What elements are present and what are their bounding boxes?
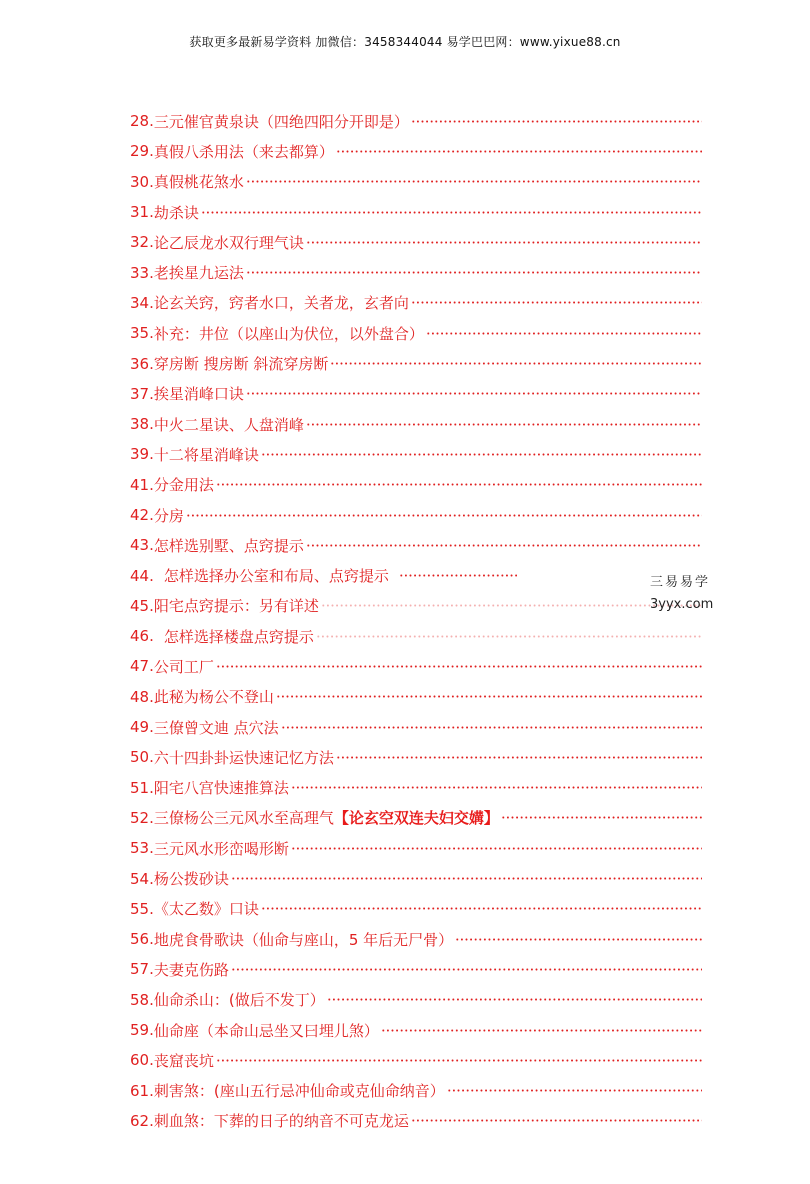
toc-entry-number: 30. [130, 172, 154, 191]
toc-entry [130, 197, 702, 227]
toc-entry-highlight: 【论玄空双连夫妇交媾】 [333, 809, 499, 828]
toc-entry-title [154, 807, 499, 828]
toc-entry-number: 47. [130, 657, 154, 676]
toc-entry [130, 136, 702, 166]
toc-dot-leader [336, 150, 702, 153]
toc-entry-title [154, 989, 325, 1010]
toc-entry-number: 59. [130, 1021, 154, 1040]
toc-entry-title [154, 656, 214, 677]
toc-entry-number: 42. [130, 506, 154, 524]
toc-entry [130, 500, 702, 530]
toc-entry-title-text: 真假八杀用法（来去都算） [153, 142, 334, 161]
toc-dot-leader [291, 786, 702, 789]
toc-entry [130, 742, 702, 772]
toc-entry-number: 51. [130, 778, 154, 797]
toc-entry [130, 227, 702, 257]
toc-dot-leader [447, 1089, 702, 1092]
toc-entry-number: 41. [130, 475, 154, 494]
toc-entry-title-text: 怎样选择办公室和布局、点窍提示 [163, 567, 389, 586]
toc-entry-title-text: 地虎食骨歌诀（仙命与座山，5 年后无尸骨） [153, 930, 454, 949]
toc-dot-leader [327, 998, 702, 1001]
toc-entry-title-text: 穿房断 搜房断 斜流穿房断 [153, 355, 329, 374]
toc-entry-title-text: 怎样选择楼盘点窍提示 [163, 627, 314, 646]
toc-entry [130, 409, 702, 439]
toc-entry [130, 985, 702, 1015]
toc-entry-number: 35. [130, 324, 154, 343]
toc-entry-number: 60. [130, 1051, 154, 1070]
toc-entry-title [154, 535, 304, 556]
toc-entry-title [154, 868, 229, 889]
toc-dot-leader [321, 604, 702, 607]
toc-entry [130, 530, 702, 560]
toc-entry-number: 56. [130, 930, 154, 949]
toc-entry [130, 106, 702, 136]
toc-entry-title-text: 刺血煞：下葬的日子的纳音不可克龙运 [153, 1112, 409, 1131]
toc-dot-leader [216, 483, 702, 486]
toc-entry [130, 1045, 702, 1075]
toc-entry-title-text: 丧窟丧坑 [153, 1051, 214, 1070]
toc-entry-title-text: 此秘为杨公不登山 [153, 688, 274, 707]
toc-dot-leader [501, 816, 702, 819]
toc-entry-title-text: 分金用法 [153, 476, 214, 495]
toc-entry [130, 560, 702, 590]
toc-dot-leader [246, 271, 702, 274]
toc-entry-title-text: 真假桃花煞水 [153, 173, 244, 192]
toc-dot-leader [306, 241, 702, 244]
toc-entry [130, 651, 702, 681]
toc-dot-leader [291, 847, 702, 850]
toc-dot-leader [399, 574, 517, 577]
toc-entry-title-text: 论玄关窍，窍者水口，关者龙，玄者向 [153, 294, 409, 313]
toc-dot-leader [261, 907, 702, 910]
toc-entry-number: 34. [130, 293, 154, 312]
toc-entry-title [154, 323, 424, 344]
toc-dot-leader [306, 423, 702, 426]
toc-entry-title-text: 《太乙数》口诀 [153, 900, 259, 919]
toc-entry-title [154, 111, 409, 132]
toc-dot-leader [426, 332, 702, 335]
toc-entry-title [154, 959, 229, 980]
toc-entry [130, 318, 702, 348]
toc-entry-number: 50. [130, 748, 154, 767]
toc-entry [130, 712, 702, 742]
toc-entry [130, 348, 702, 378]
toc-entry-title-text: 中火二星诀、人盘消峰 [153, 415, 304, 434]
toc-entry-title [154, 1110, 409, 1131]
toc-entry-title-text: 老挨星九运法 [153, 264, 244, 283]
toc-entry-number: 62. [130, 1111, 154, 1130]
toc-entry [130, 833, 702, 863]
toc-entry-number: 43. [130, 536, 154, 555]
toc-entry-title [154, 414, 304, 435]
toc-entry-title [154, 898, 259, 919]
toc-entry-title-text: 十二将星消峰诀 [153, 445, 259, 464]
toc-entry-title-text: 怎样选别墅、点窍提示 [153, 536, 304, 555]
toc-entry-title [154, 595, 319, 616]
toc-dot-leader [411, 301, 702, 304]
toc-entry-title [154, 353, 329, 374]
toc-entry [130, 682, 702, 712]
toc-entry-title-text: 六十四卦卦运快速记忆方法 [153, 748, 334, 767]
toc-entry-title [154, 686, 274, 707]
toc-entry-title-text: 三元催官黄泉诀（四绝四阳分开即是） [153, 112, 409, 131]
toc-entry-title-text: 三元风水形峦喝形断 [153, 839, 289, 858]
toc-entry [130, 439, 702, 469]
watermark [650, 572, 713, 616]
toc-entry-title-text: 挨星消峰口诀 [153, 385, 244, 404]
toc-entry-title-text: 杨公拨砂诀 [153, 870, 229, 889]
toc-entry-title-text: 论乙辰龙水双行理气诀 [153, 233, 304, 252]
toc-dot-leader [261, 453, 702, 456]
toc-entry [130, 894, 702, 924]
toc-entry-title-text: 劫杀诀 [153, 203, 199, 222]
toc-dot-leader [381, 1029, 702, 1032]
toc-entry-number: 58. [130, 990, 154, 1009]
toc-dot-leader [231, 968, 702, 971]
toc-entry-number: 53. [130, 839, 154, 858]
toc-dot-leader [455, 938, 702, 941]
toc-entry-number: 32. [130, 233, 154, 252]
toc-entry [130, 621, 702, 651]
toc-dot-leader [306, 544, 702, 547]
toc-entry [130, 1106, 702, 1136]
toc-entry [130, 1015, 702, 1045]
watermark-line2: 3yyx.com [650, 597, 714, 612]
toc-entry-title [154, 202, 199, 223]
toc-dot-leader [186, 514, 702, 517]
table-of-contents [130, 106, 702, 1136]
toc-entry-title-text: 仙命座（本命山忌坐又曰埋儿煞） [153, 1021, 379, 1040]
toc-entry-title-text: 夫妻克伤路 [153, 960, 229, 979]
toc-entry-number: 37. [130, 384, 154, 403]
toc-entry [130, 954, 702, 984]
toc-entry-number: 57. [130, 960, 154, 979]
toc-entry-title [154, 777, 289, 798]
toc-entry-number: 61. [130, 1081, 154, 1100]
toc-entry-title [154, 717, 279, 738]
toc-entry [130, 379, 702, 409]
toc-dot-leader [276, 695, 702, 698]
toc-entry-title [154, 929, 453, 950]
toc-entry [130, 863, 702, 893]
toc-entry [130, 773, 702, 803]
toc-entry-title-text: 公司工厂 [153, 657, 214, 676]
toc-entry-number: 29. [130, 142, 154, 161]
toc-entry-title [154, 262, 244, 283]
toc-entry-number: 54. [130, 869, 154, 888]
toc-entry-title [154, 1080, 445, 1101]
toc-entry-number: 46. [130, 627, 154, 646]
toc-entry-number: 28. [130, 112, 154, 131]
toc-entry-number: 38. [130, 415, 154, 434]
toc-entry-number: 55. [130, 899, 154, 918]
toc-entry [130, 924, 702, 954]
toc-entry-title [154, 292, 409, 313]
toc-entry-title-text: 阳宅点窍提示：另有详述 [153, 597, 319, 616]
toc-dot-leader [246, 180, 702, 183]
toc-entry-title [164, 626, 314, 647]
toc-dot-leader [281, 726, 702, 729]
toc-entry-title-text: 阳宅八宫快速推算法 [153, 779, 289, 798]
toc-entry [130, 803, 702, 833]
toc-entry [130, 257, 702, 287]
toc-dot-leader [330, 362, 702, 365]
toc-entry-number: 45. [130, 596, 154, 615]
toc-entry-title [154, 474, 214, 495]
toc-entry [130, 1076, 702, 1106]
toc-entry-title [154, 838, 289, 859]
toc-entry-title-text: 三僚曾文迪 点穴法 [153, 718, 279, 737]
toc-dot-leader [246, 392, 702, 395]
toc-dot-leader [336, 756, 702, 759]
toc-entry-title [154, 747, 334, 768]
toc-entry-title-text: 分房 [153, 506, 184, 525]
toc-dot-leader [411, 1119, 702, 1122]
toc-entry-title [154, 444, 259, 465]
toc-entry-number: 31. [130, 203, 154, 222]
toc-entry [130, 470, 702, 500]
toc-entry-title [154, 383, 244, 404]
toc-entry-title [154, 505, 184, 526]
toc-entry [130, 167, 702, 197]
toc-entry-title-text: 刺害煞：(座山五行忌冲仙命或克仙命纳音） [153, 1082, 445, 1101]
watermark-line1: 三易易学 [650, 575, 711, 590]
toc-entry-title [154, 141, 334, 162]
toc-entry-number: 33. [130, 263, 154, 282]
toc-entry-number: 49. [130, 718, 154, 737]
toc-dot-leader [201, 211, 702, 214]
toc-entry-title [154, 171, 244, 192]
toc-entry-number: 44. [130, 566, 154, 585]
toc-entry-title [154, 1020, 379, 1041]
toc-dot-leader [216, 1059, 702, 1062]
toc-dot-leader [411, 120, 702, 123]
toc-entry-number: 48. [130, 687, 154, 706]
toc-entry-title-text: 仙命杀山：(做后不发丁） [153, 991, 325, 1010]
toc-dot-leader [316, 635, 702, 638]
page-header: 获取更多最新易学资料 加微信：3458344044 易学巴巴网：www.yixue88.cn [189, 35, 621, 49]
toc-entry-number: 52. [130, 808, 154, 827]
toc-entry-title-text: 三僚杨公三元风水至高理气 [153, 809, 334, 828]
toc-entry [130, 288, 702, 318]
toc-dot-leader [231, 877, 702, 880]
toc-entry-title-text: 补充：井位（以座山为伏位，以外盘合） [153, 324, 424, 343]
toc-entry-title [154, 232, 304, 253]
toc-entry-number: 36. [130, 354, 154, 373]
toc-dot-leader [216, 665, 702, 668]
toc-entry-title [164, 565, 389, 586]
toc-entry-title [154, 1050, 214, 1071]
toc-entry [130, 591, 702, 621]
toc-entry-number: 39. [130, 445, 154, 464]
